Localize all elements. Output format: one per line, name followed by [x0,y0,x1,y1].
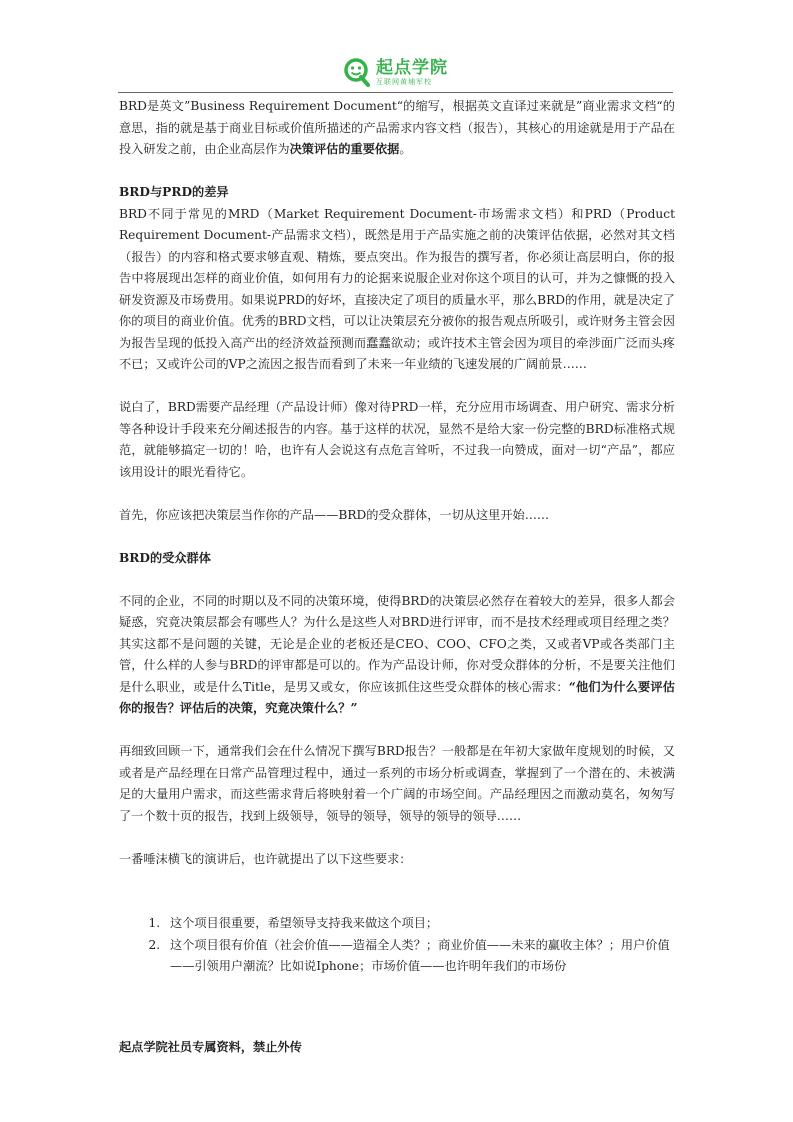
logo-title: 起点学院 [376,58,448,78]
emphasis-text: “他们为什么要评估你的报告？评估后的决策，究竟决策什么？” [119,679,675,715]
logo-subtitle: 互联网黄埔军校 [376,78,432,86]
paragraph-text: 。 [399,142,412,156]
section-heading: BRD与PRD的差异 [119,185,229,199]
paragraph-text: 不同的企业，不同的时期以及不同的决策环境，使得BRD的决策层必然存在着较大的差异，很多人都会疑惑，究竟决策层都会有哪些人？为什么是这些人对BRD进行评审，而不是技术经理或项目经理之类？其实这都不是问题的关键，无论是企业的老板还是CEO、COO、CFO之类，又或者VP或各类部门主管，什么样的人参与BRD的评审都是可以的。作为产品设计师，你对受众群体的分析，不是要关注他们是什么职业，或是什么Title，是男又或女，你应该抓住这些受众群体的核心需求： [119,593,675,694]
emphasis-text: 决策评估的重要依据 [289,142,400,156]
document-body [119,96,675,978]
list-item: 1. 这个项目很重要，希望领导支持我来做这个项目； [164,913,675,935]
paragraph-first: 首先，你应该把决策层当作你的产品——BRD的受众群体，一切从这里开始…… [119,507,550,522]
paragraph-audience [119,591,675,720]
paragraph-review: 再细致回顾一下，通常我们会在什么情况下撰写BRD报告？一般都是在年初大家做年度规划的时候，又或者是产品经理在日常产品管理过程中，通过一系列的市场分析或调查，掌握到了一个潜在的、未被满足的大量用户需求，而这些需求背后将映射着一个广阔的市场空间。产品经理因之而激动莫名，匆匆写了一个数十页的报告，找到上级领导，领导的领导，领导的领导的领导…… [119,744,675,823]
header-divider [118,92,673,93]
paragraph-intro [119,96,675,161]
paragraph-requests: 一番唾沫横飞的演讲后，也许就提出了以下这些要求： [119,851,412,866]
footer-note: 起点学院社员专属资料，禁止外传 [119,1040,302,1054]
logo-icon [344,58,370,88]
header-logo [344,55,448,91]
section-heading: BRD的受众群体 [119,550,211,565]
paragraph-text: BRD是英文”Business Requirement Document“的缩写，根据英文直译过来就是”商业需求文档“的意思，指的就是基于商业目标或价值所描述的产品需求内容文档（报告），其核心的用途就是用于产品在投入研发之前，由企业高层作为 [119,99,675,156]
paragraph-brd-vs-prd: BRD不同于常见的MRD（Market Requirement Document-市场需求文档）和PRD（Product Requirement Document-产品需求文档），既然是用于产品实施之前的决策评估依据，必然对其文档（报告）的内容和格式要求够直观、精炼，要点突出。作为报告的撰写者，你必须让高层明白，你的报告中将展现出怎样的商业价值，如何用有力的论据来说服企业对你这个项目的认可，并为之慷慨的投入研发资源及市场费用。如果说PRD的好坏，直接决定了项目的质量水平，那么BRD的作用，就是决定了你的项目的商业价值。优秀的BRD文档，可以让决策层充分被你的报告观点所吸引，或许财务主管会因为报告呈现的低投入高产出的经济效益预测而蠢蠢欲动；或许技术主管会因为项目的牵涉面广泛而头疼不已；又或许公司的VP之流因之报告而看到了未来一年业绩的飞速发展的广阔前景…… [119,206,675,371]
list-item: 2. 这个项目很有价值（社会价值——造福全人类？；商业价值——未来的赢收主体？；用户价值——引领用户潮流？比如说Iphone；市场价值——也许明年我们的市场份 [164,935,675,978]
requirements-list [119,913,675,978]
paragraph-summary: 说白了，BRD需要产品经理（产品设计师）像对待PRD一样，充分应用市场调查、用户研究、需求分析等各种设计手段来充分阐述报告的内容。基于这样的状况，显然不是给大家一份完整的BRD标准格式规范，就能够搞定一切的！哈，也许有人会说这有点危言耸听，不过我一向赞成，面对一切“产品”，都应该用设计的眼光看待它。 [119,400,675,479]
